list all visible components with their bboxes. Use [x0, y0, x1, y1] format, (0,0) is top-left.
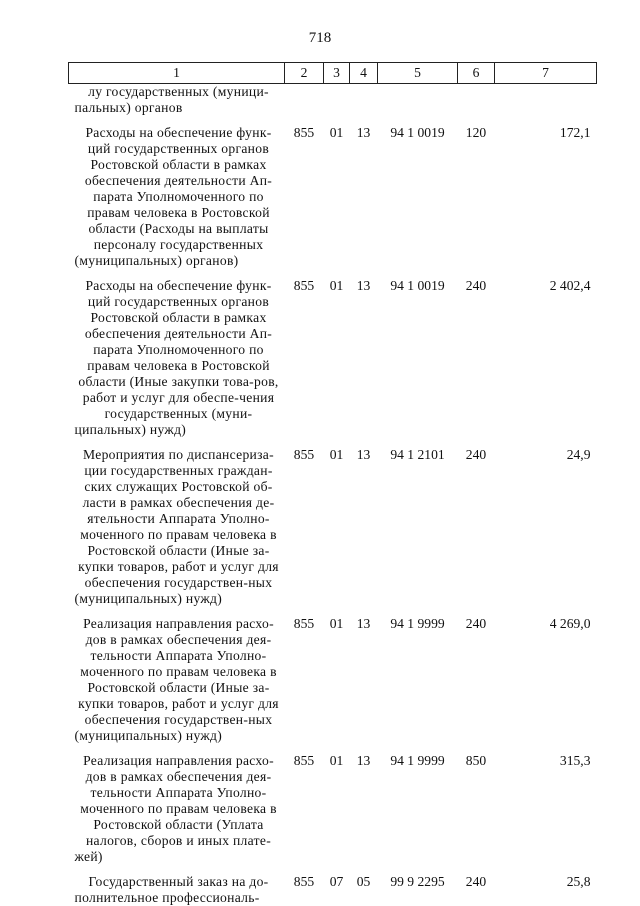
header-row: [69, 63, 597, 84]
row-ministry-code: 855: [293, 874, 315, 889]
table-row: [69, 125, 597, 278]
row-ministry-code: [285, 84, 324, 126]
row-subsection-code: 13: [356, 447, 371, 462]
header-col-4: 4: [350, 63, 378, 84]
row-subsection-code: 13: [356, 278, 371, 293]
row-section-code: 01: [329, 125, 344, 140]
table-row: [69, 874, 597, 906]
row-subsection-code: 13: [356, 125, 371, 140]
header-col-5: 5: [378, 63, 458, 84]
row-subsection-code: 05: [356, 874, 371, 889]
row-subsection-code: [350, 84, 378, 126]
row-amount: 315,3: [559, 753, 591, 768]
header-col-6: 6: [458, 63, 495, 84]
table-row: [69, 278, 597, 447]
row-expense-type: 240: [465, 278, 487, 293]
row-ministry-code: 855: [293, 125, 315, 140]
row-expense-type: 850: [465, 753, 487, 768]
row-section-code: [324, 84, 350, 126]
row-target-article: 94 1 2101: [390, 447, 445, 462]
row-section-code: 01: [329, 447, 344, 462]
row-amount: 25,8: [566, 874, 591, 889]
row-expense-type: 240: [465, 874, 487, 889]
row-target-article: [378, 84, 458, 126]
row-subsection-code: 13: [356, 616, 371, 631]
row-description: Государственный заказ на до-полнительное профессиональ-: [74, 874, 269, 905]
row-section-code: 01: [329, 278, 344, 293]
header-col-3: 3: [324, 63, 350, 84]
table-row: [69, 616, 597, 753]
row-target-article: 94 1 0019: [390, 125, 445, 140]
row-target-article: 99 9 2295: [390, 874, 445, 889]
row-description: Расходы на обеспечение функ-ций государственных органов Ростовской области в рамках обеспечения деятельности Ап-парата Уполномоченного по правам человека в Ростовской области (Расходы на выплаты персоналу государственных (муниципальных) органов): [74, 125, 273, 268]
table-row: [69, 84, 597, 126]
row-amount: 24,9: [566, 447, 591, 462]
row-target-article: 94 1 9999: [390, 753, 445, 768]
page-number: 718: [308, 30, 332, 46]
row-expense-type: 240: [465, 447, 487, 462]
header-col-2: 2: [285, 63, 324, 84]
row-ministry-code: 855: [293, 616, 315, 631]
row-amount: 172,1: [559, 125, 591, 140]
row-ministry-code: 855: [293, 753, 315, 768]
budget-table: [68, 62, 597, 906]
row-expense-type: [458, 84, 495, 126]
row-expense-type: 120: [465, 125, 487, 140]
row-description: Реализация направления расхо-дов в рамках обеспечения дея-тельности Аппарата Уполно-моченного по правам человека в Ростовской области (Иные за-купки товаров, работ и услуг для обеспечения государствен-ных (муниципальных) нужд): [74, 616, 279, 743]
row-description: Мероприятия по диспансериза-ции государственных граждан-ских служащих Ростовской об-ласти в рамках обеспечения де-ятельности Аппарата Уполно-моченного по правам человека в Ростовской области (Иные за-купки товаров, работ и услуг для обеспечения государствен-ных (муниципальных) нужд): [74, 447, 279, 606]
header-col-7: 7: [495, 63, 597, 84]
row-ministry-code: 855: [293, 278, 315, 293]
row-section-code: 01: [329, 616, 344, 631]
row-target-article: 94 1 0019: [390, 278, 445, 293]
row-section-code: 01: [329, 753, 344, 768]
row-expense-type: 240: [465, 616, 487, 631]
table-row: [69, 447, 597, 616]
row-subsection-code: 13: [356, 753, 371, 768]
row-section-code: 07: [329, 874, 344, 889]
row-amount: [495, 84, 597, 126]
table-row: [69, 753, 597, 874]
header-col-1: 1: [69, 63, 285, 84]
row-description: лу государственных (муници-пальных) органов: [74, 84, 269, 115]
row-amount: 2 402,4: [549, 278, 591, 293]
row-ministry-code: 855: [293, 447, 315, 462]
row-amount: 4 269,0: [549, 616, 591, 631]
row-description: Реализация направления расхо-дов в рамках обеспечения дея-тельности Аппарата Уполно-моченного по правам человека в Ростовской области (Уплата налогов, сборов и иных плате-жей): [74, 753, 277, 864]
row-target-article: 94 1 9999: [390, 616, 445, 631]
row-description: Расходы на обеспечение функ-ций государственных органов Ростовской области в рамках обеспечения деятельности Ап-парата Уполномоченного по правам человека в Ростовской области (Иные закупки това-ров, работ и услуг для обеспе-чения государственных (муни-ципальных) нужд): [74, 278, 279, 437]
